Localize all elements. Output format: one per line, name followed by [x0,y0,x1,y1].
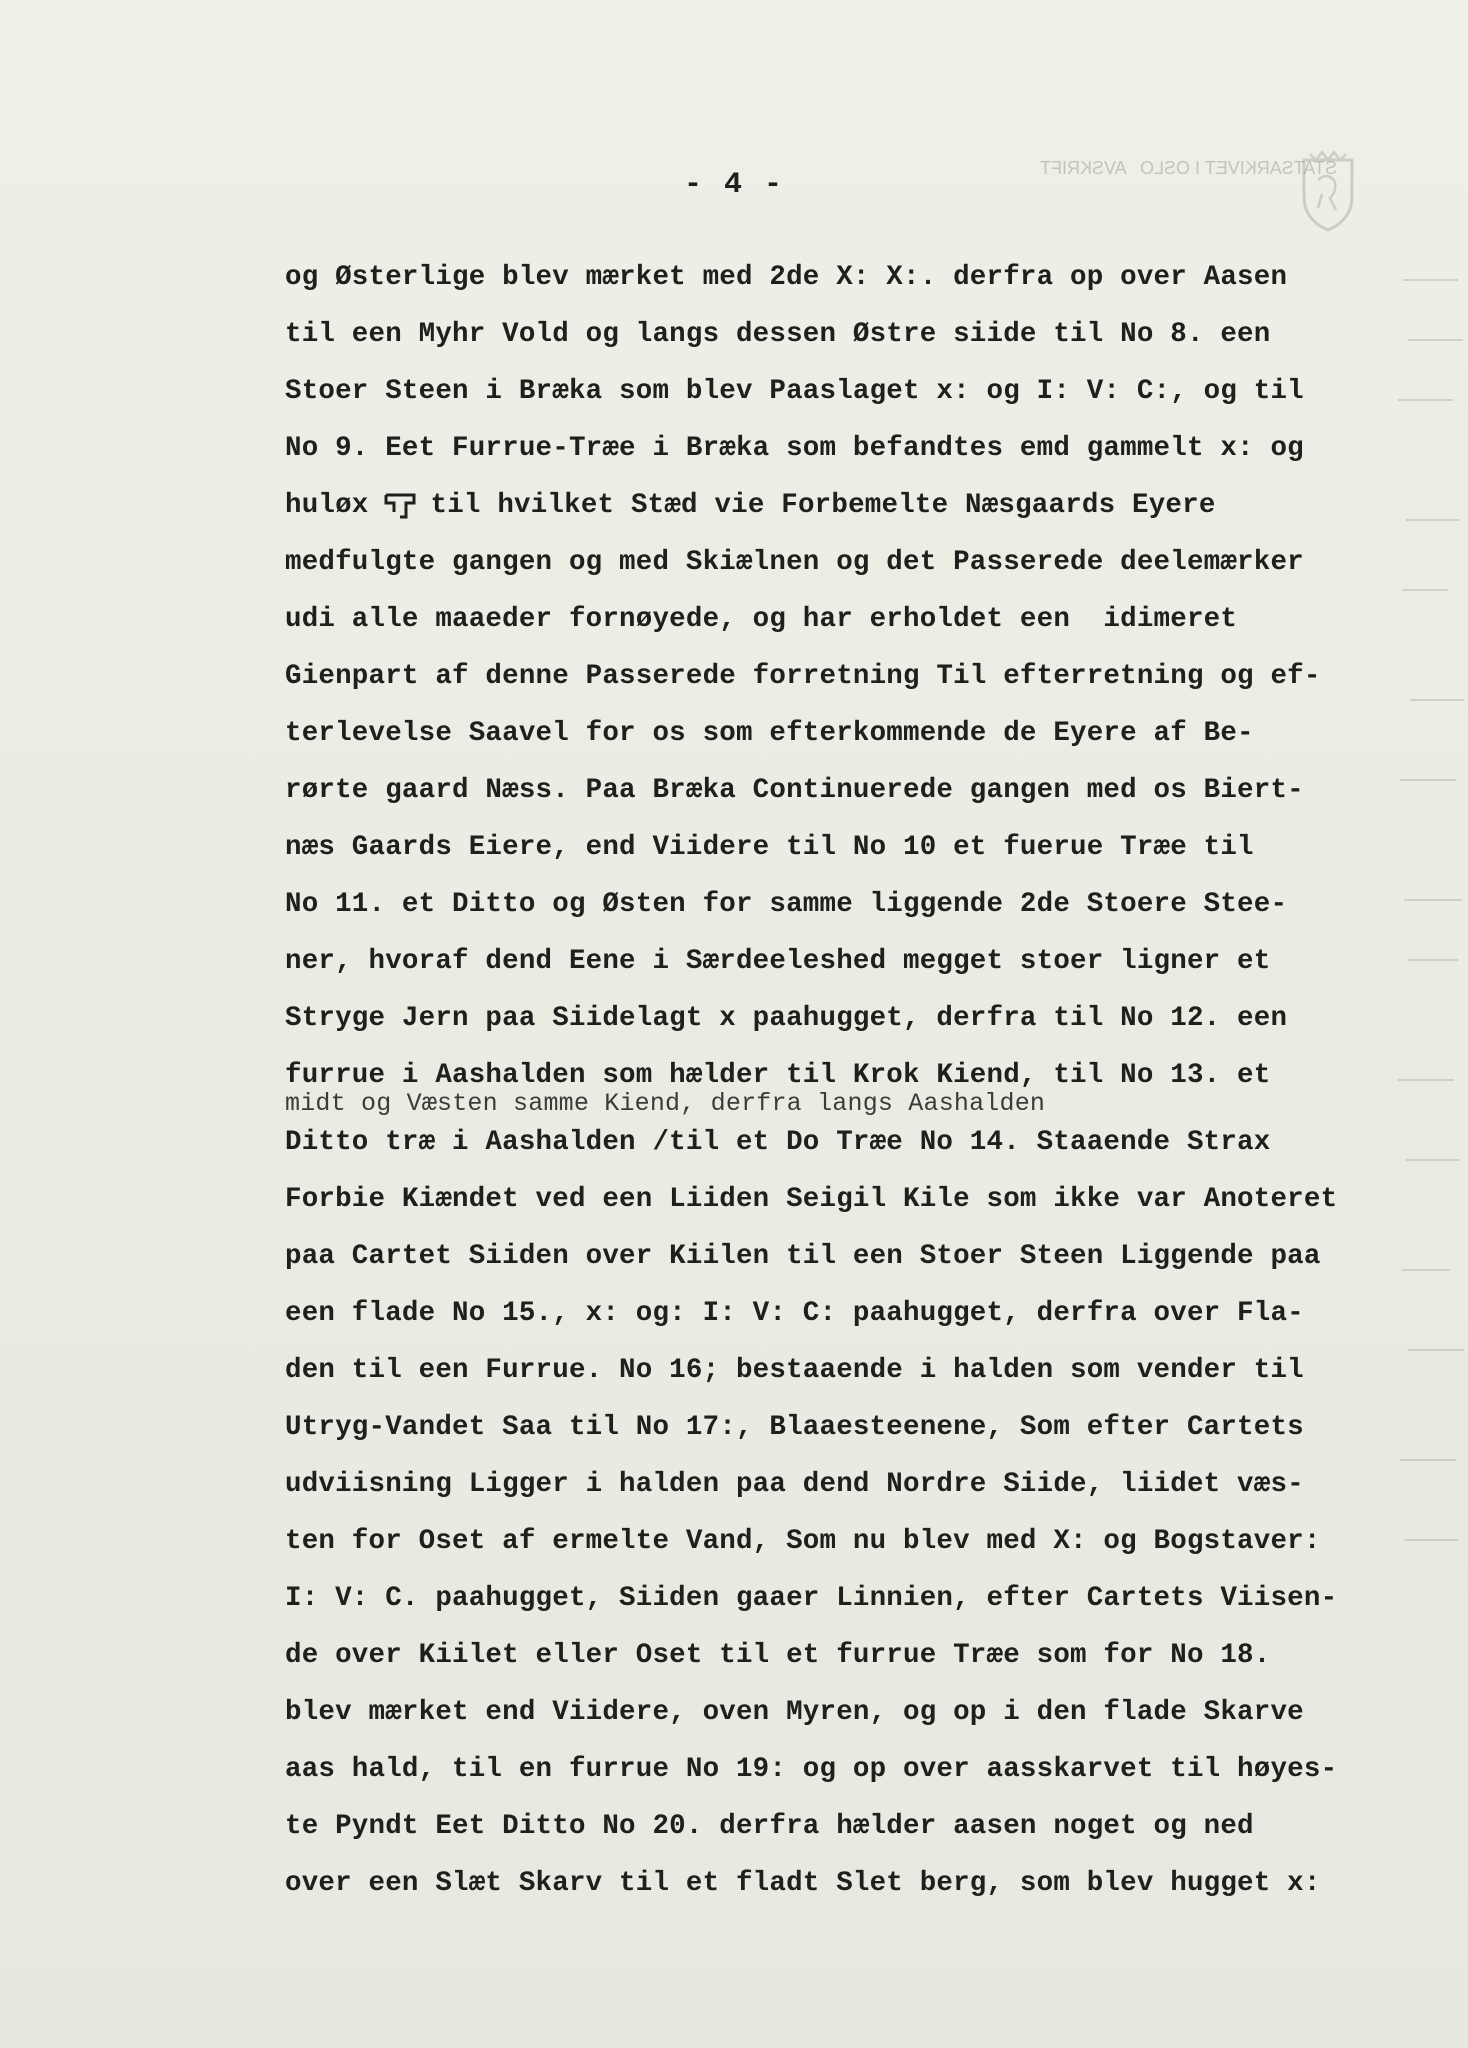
text-fragment: til hvilket Stæd vie Forbemelte Næsgaards Eyere [430,490,1216,521]
text-line: over een Slæt Skarv til et fladt Slet berg, som blev hugget x: [285,1868,1321,1899]
text-line: ten for Oset af ermelte Vand, Som nu blev med X: og Bogstaver: [285,1526,1321,1557]
text-line: Stoer Steen i Bræka som blev Paaslaget x: og I: V: C:, og til [285,376,1304,407]
text-line: udi alle maaeder fornøyede, og har erholdet een idimeret [285,604,1238,635]
text-line: terlevelse Saavel for os som efterkommende de Eyere af Be- [285,718,1254,749]
text-line: medfulgte gangen og med Skiælnen og det Passerede deelemærker [285,547,1304,578]
stamp-institution: STATSARKIVET I OSLO [1140,158,1338,178]
text-line: og Østerlige blev mærket med 2de X: X:. derfra op over Aasen [285,262,1288,293]
page-number: - 4 - [683,168,784,202]
text-line: udviisning Ligger i halden paa dend Nordre Siide, liidet væs- [285,1469,1304,1500]
text-line: furrue i Aashalden som hælder til Krok Kiend, til No 13. et [285,1060,1271,1091]
text-line: te Pyndt Eet Ditto No 20. derfra hælder aasen noget og ned [285,1811,1254,1842]
text-line: Forbie Kiændet ved een Liiden Seigil Kile som ikke var Anoteret [285,1184,1338,1215]
boundary-mark-symbol-icon [383,490,417,520]
text-line: aas hald, til en furrue No 19: og op over aasskarvet til høyes- [285,1754,1338,1785]
text-line: rørte gaard Næss. Paa Bræka Continuerede gangen med os Biert- [285,775,1304,806]
text-line [285,486,1395,543]
document-body [285,258,1395,1921]
text-line: ner, hvoraf dend Eene i Særdeeleshed megget stoer ligner et [285,946,1271,977]
text-line: I: V: C. paahugget, Siiden gaaer Linnien, efter Cartets Viisen- [285,1583,1338,1614]
stamp-label: AVSKRIFT [1040,158,1127,178]
text-fragment: huløx [285,490,369,521]
text-line: No 9. Eet Furrue-Træe i Bræka som befandtes emd gammelt x: og [285,433,1304,464]
text-line: Stryge Jern paa Siidelagt x paahugget, derfra til No 12. een [285,1003,1288,1034]
text-line: til een Myhr Vold og langs dessen Østre siide til No 8. een [285,319,1271,350]
text-line: den til een Furrue. No 16; bestaaende i halden som vender til [285,1355,1304,1386]
interlinear-insertion: midt og Væsten samme Kiend, derfra langs Aashalden [285,1089,1046,1118]
reverse-side-bleed [1398,260,1468,1760]
text-line: paa Cartet Siiden over Kiilen til een Stoer Steen Liggende paa [285,1241,1321,1272]
text-line: Ditto træ i Aashalden /til et Do Træe No 14. Staaende Strax [285,1127,1271,1158]
text-line: blev mærket end Viidere, oven Myren, og op i den flade Skarve [285,1697,1304,1728]
text-line: Gienpart af denne Passerede forretning Til efterretning og ef- [285,661,1321,692]
text-line: No 11. et Ditto og Østen for samme liggende 2de Stoere Stee- [285,889,1288,920]
text-line: een flade No 15., x: og: I: V: C: paahugget, derfra over Fla- [285,1298,1304,1329]
text-line: de over Kiilet eller Oset til et furrue Træe som for No 18. [285,1640,1271,1671]
text-line: næs Gaards Eiere, end Viidere til No 10 et fuerue Træe til [285,832,1254,863]
text-line: Utryg-Vandet Saa til No 17:, Blaaesteenene, Som efter Cartets [285,1412,1304,1443]
